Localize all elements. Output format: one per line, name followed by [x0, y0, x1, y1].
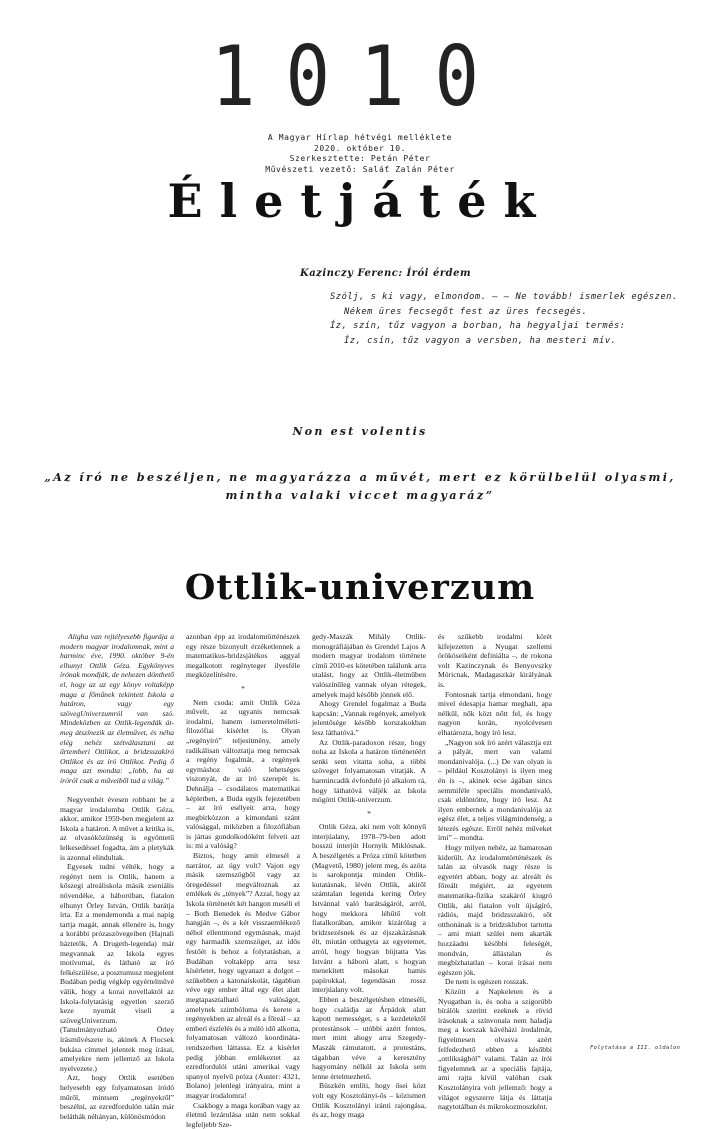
article-paragraph: Az Ottlik-paradoxon része, hogy noha az Iskola a határon történetéért senki sem vitatta soha, a többi szöveget folyamatosan vitatják. A harmincadik évforduló jó alkalom rá, hogy láthatóvá váljék az Iskola mögötti Ottlik-univerzum. [312, 738, 426, 805]
article-column [312, 632, 426, 1047]
motto-heading: Non est volentis [0, 425, 720, 438]
article-body [60, 632, 680, 1047]
credits-supplement: A Magyar Hírlap hétvégi melléklete [240, 133, 480, 144]
article-paragraph: Ebben a beszélgetésben elmeséli, hogy családja az Árpádok alatt kapott nemességet, s a kezdetektől protestánsok – utóbbi azért fontos, mert mint ahogy arra Szegedy-Maszák rámutatott, a protestáns, tágabban véve a keresztény hagyomány nélkül az Iskola sem lenne értelmezhető. [312, 995, 426, 1081]
article-paragraph: Között a Napkeleten és a Nyugatban is, és noha a szigorúbb bírálók szerint ezeknek a rövid írásoknak a színvonala nem haladja meg a korszak kávéházi írodalmát, figyelmesen olvasva azért felfedezhető ebben a későbbi „ottlikságból” valami. Talán az írói figyelemnek az a speciális fajtája, ami rajta kívül valóban csak Kosztolányira volt jellemző: hogy a világot egyszerre látja és láttatja nagytotálban és mikrokozmoszként. [438, 987, 552, 1112]
continuation-note: Folytatása a III. oldalon [590, 1045, 680, 1051]
article-paragraph: Nem csoda: amit Ottlik Géza művelt, az ugyanis nemcsak irodalmi, hanem ismeretelméleti-filozófiai kísérlet is. Olyan „regényíró” teljesítmény, amely radikálisan változtatja meg nemcsak a regény fogalmát, a regények egymáshoz való lehetséges viszonyát, de az író szerepét is. Dehnálja – csodálatos matematikai képletben, a Buda egyik fejezetében – az író esélyeit arra, hogy megbirkózzon a kimondani szánt valósággal, miközben a filozófiában is jártas gondolkodóként felveti azt is: mi a valóság? [186, 698, 300, 852]
article-paragraph: Azt, hogy Ottlik esetében helyesebb egy folyamatosan íródó műről, mintsem „regényekről” beszélni, az ezredfordulón talán már beláthák néhányan, különösmódon [60, 1073, 174, 1121]
article-paragraph: Negyvenhét évesen robbant be a magyar irodalomba Ottlik Géza, akkor, amikor 1959-ben megjelent az Iskola a határon. A művet a kritika is, az olvasóközönség is egyöntetű lelkesedéssel fogadta, ám a pletykák is azonnal elindultak. [60, 795, 174, 862]
article-paragraph: Egyesek tudni vélték, hogy a regényt nem is Ottlik, hanem a kőszegi alreáliskola másik zseniális növendéke, a háborúban, fiatalon elhunyt Örley István, Ottlik barátja írta. Ez a mendemonda a mai napig tartja magát, annak ellenére is, hogy a korábbi prózaszövegeiben (Hajnali háztetők, A Drugeth-legenda) már megvannak az Iskola egyes motívumai, és látható az író felkészülése, a posztumusz megjelent Budában pedig végkép egyértelművé válik, hogy a korai novellaktól az Iskola-folytatásig egyetlen szerző keze nyomát viseli a szövegUniverzum. (Tanulmányozható Örley írásművészete is, akinek A Flocsek bukása címmel jelentek meg írásai, amelyekre nem jellemző az Iskola nyelvezete.) [60, 862, 174, 1073]
article-column [60, 632, 174, 1047]
article-paragraph: „Nagyon sok író azért választja ezt a pályát, mert van valami mondanivalója. (...) De van olyan is – például Kosztolányi is ilyen meg én is –, akinek ecse ágában sincs semmiféle speciális mondanivaló, csak eldöntötte, hogy író lesz. Az ilyen embernek a mondanivalója az egész élet, a teljes világmindenség, a létezés egésze. Erről nehéz műveket írni” – mondta. [438, 738, 552, 844]
poem-line: Nékem üres fecsegőt fest az üres fecsegés. [330, 305, 678, 320]
article-paragraph: Csakhogy a maga korában vagy az életmű lezárulása után nem sokkal legfeljebb Sze- [186, 1101, 300, 1129]
article-paragraph: Büszkén említi, hogy ősei közt volt egy Kosztolányi-ős – közismert Ottlik Kosztolányi iránti rajongása, és az, hogy maga [312, 1081, 426, 1119]
poem-line: Íz, szín, tűz vagyon a borban, ha hegyaljai termés: [330, 319, 678, 334]
poem-line: Szólj, s ki vagy, elmondom. – – Ne tovább! ismerlek egészen. [330, 290, 678, 305]
poem-heading: Kazinczy Ferenc: Írói érdem [300, 268, 471, 279]
article-column [186, 632, 300, 1047]
article-paragraph: De nem is egészen rosszak. [438, 977, 552, 987]
article-paragraph: és szűkebb irodalmi körét kifejezetten a Nyugat szellemi örököseiként definiálta –, de rokona volt Kazinczynak és Benyovszky Móricnak, Madagaszkár királyának is. [438, 632, 552, 690]
article-paragraph: azonban épp az irodalomtörténészek egy része bizonyult érzéketlennek a matematikus-bridzsjátékos aggyal megalkotott regényteger ilyesféle megközelítésére. [186, 632, 300, 680]
page-title: Életjáték [0, 178, 720, 224]
article-paragraph: Biztos, hogy amit elmesél a narrátor, az úgy volt? Vajon egy másik szemszögből vagy az öregedéssel megváltoznak az emlékek és „tények”? Azzal, hogy az Iskola történetét két hangon meséli el – Both Benedek és Medve Gábor hangján –, és a két visszaemlékező néhol ellentmond egymásnak, majd egy harmadik szemszöget, az idős festőét is behoz a folytatásban, a Budában voltaképp arra tesz kísérletet, hogy ugyanazt a dolgot – szükebben a katonaiskolát, tágabban véve egy ember által egy élet alatt megtapasztalható valóságot, amelynek szimbóluma és kerete a regényekben az alreál és a főreál – az emberi észlelés és a múló idő alkotta, folyamatosan változó koordináta-rendszerben láttassa. Ez a kísérlet pedig jóbban emlékeztet az ezredfordulói utáni amerikai vagy spanyol nyelvű próza (Auster: 4321, Bolano) jelenlegi irányaira, mint a magyar irodalomra! [186, 851, 300, 1100]
motto-quote: „Az író ne beszéljen, ne magyarázza a művét, mert ez körülbelül olyasmi, mintha valaki viccet magyaráz” [40, 468, 680, 504]
credits-art-director: Művészeti vezető: Saláť Zalán Péter [240, 165, 480, 176]
article-paragraph: Hogy milyen nehéz, az hamarosan kiderült. Az irodalomtörténészek és talán az olvasók nagy része is egyetért abban, hogy az alreált és főreált mégiért, az egyetem matematika-fizika szakáról kiugró Ottlik, aki fiatalon volt újságíró, rádiós, majd bridzsszakíró, sőt otthonának is a bridzsklubot tartotta – ami miatt szülei nem akarták hozzáadni későbbi feleségét, mondván, állástalan és megbízhatatlan – korai írásai nem egészen jók. [438, 843, 552, 977]
article-title: Ottlik-univerzum [0, 567, 720, 608]
poem-line: Íz, csín, tűz vagyon a versben, ha mesteri mív. [330, 334, 678, 349]
article-paragraph: Ahogy Grendel fogalmaz a Buda kapcsán: „Vannak regények, amelyek jelentősége később korszakokban lesz láthatóvá.” [312, 699, 426, 737]
article-paragraph: Aligha van rejtélyesebb figurája a modern magyar irodalomnak, mint a harminc éve, 1990. október 9-én elhunyt Ottlik Géza. Egykönyves írónak mondják, de nehezen dönthető el, hogy az az egy könyv voltaképp maga a főműnek tekintett Iskola a határon, vagy egy szövegUniverzumról van szó. Mindeközben az Ottlik-legendák át- meg átszínezik az életművet, és néha elég nehéz szétválasztani az űrtemberi Ottlikot, a bridzsszakíró Ottlikot és az író Ottlikot. Pedig ő maga azt mondta: „lobb, ha az íróról csak a műveiből tud a világ.” [60, 632, 174, 786]
credits-editor: Szerkesztette: Petán Péter [240, 154, 480, 165]
section-separator: * [312, 809, 426, 819]
article-paragraph: Ottlik Géza, aki nem volt könnyű interjúalany, 1978–79-ben adott hosszú interjút Hornyik Miklósnak. A beszélgetés a Próza címû kötetben (Magvető, 1980) jelent meg, és azóta is sarokpontja minden Ottlik-kutatásnak, lévén Ottlik, akiről számtalan legenda kering Örley Istvánnal való barátságáról, arról, hogy mekkora léhűtő volt fiatalkorában, amikor kizárólag a bridzsezésnek és az éjszakázásnak élt, miután otthagyta az egyetemet, arról, hogy hogyan büjtatta Vas Istvánt a háború alatt, s hogyan menekített másokat hamis papírokkal, legendásan rossz interjúalany volt. [312, 822, 426, 995]
masthead-number: 1010 [0, 40, 720, 114]
article-column [438, 632, 552, 1047]
section-separator: * [186, 684, 300, 694]
poem [330, 290, 678, 348]
credits-block [240, 133, 480, 175]
article-paragraph: gedy-Maszák Mihály Ottlik-monográfiájában és Grendel Lajos A modern magyar irodalom története című 2010-es kötetében találunk arra utalást, hogy az Ottlik-életműben valószínűleg vannak olyan rétegek, amelyek majd később jönnek elő. [312, 632, 426, 699]
credits-date: 2020. október 10. [240, 144, 480, 155]
article-paragraph: Fontosnak tartja elmondani, hogy mivel édesapja hamar meghalt, apa nélkül, nők közt nőtt fel, és hogy nagyon korán, nyolcévesen elhatározta, hogy író lesz. [438, 690, 552, 738]
